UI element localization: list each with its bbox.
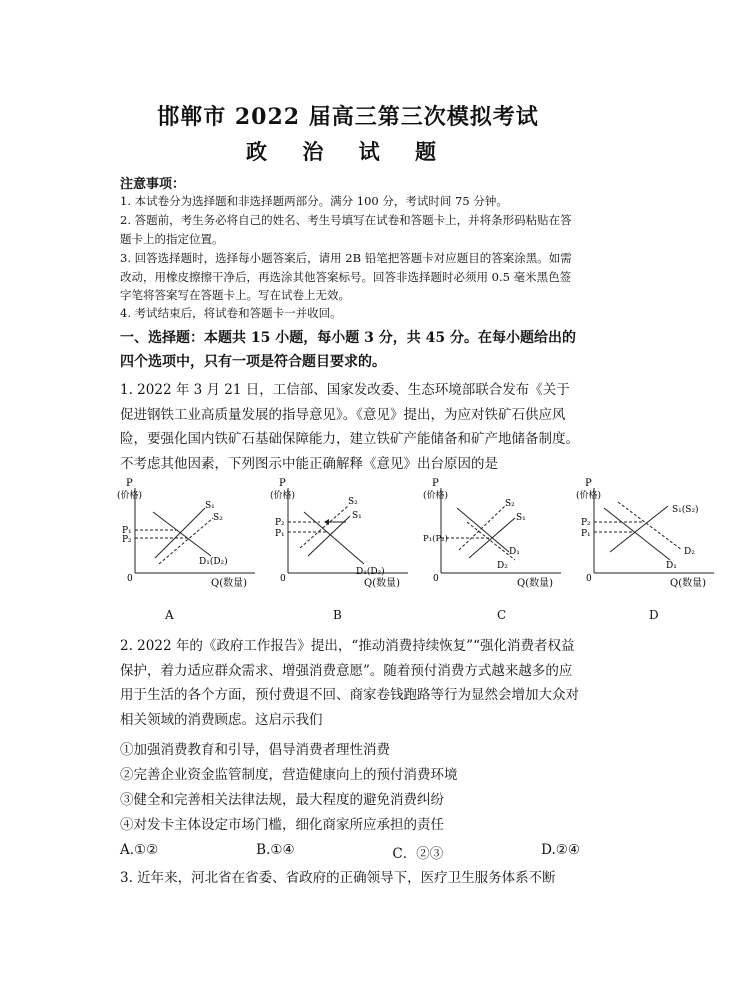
graph-b-origin: 0 <box>280 574 286 584</box>
graph-b <box>268 478 428 588</box>
graph-a-tick-1: P₁ <box>122 526 132 536</box>
graph-a <box>115 478 275 588</box>
notice-item-4: 4. 考试结束后，将试卷和答题卡一并收回。 <box>120 306 342 320</box>
graph-a-q-axis: Q(数量) <box>211 578 248 589</box>
graph-d-tick-2: P₁ <box>581 529 591 539</box>
graph-c-p-unit: (价格) <box>423 491 449 501</box>
notice-item-2: 2. 答题前，考生务必将自己的姓名、考生号填写在试卷和答题卡上，并将条形码粘贴在答题卡上的指定位置。 <box>120 213 572 246</box>
graph-c-curve-4: D₂ <box>497 561 508 571</box>
graph-d <box>574 478 707 589</box>
choice-c: C．②③ <box>392 846 444 862</box>
graph-d-curve-1: S₁(S₂) <box>672 505 699 515</box>
notice-item-1: 1. 本试卷分为选择题和非选择题两部分。满分 100 分，考试时间 75 分钟。 <box>120 194 508 208</box>
question-2-statement-1: ①加强消费教育和引导，倡导消费者理性消费 <box>120 742 390 758</box>
question-2-statement-4: ④对发卡主体设定市场门槛，细化商家所应承担的责任 <box>120 817 444 833</box>
graph-a-curve-3: D₁(D₂) <box>199 557 228 567</box>
graph-b-curve-2: S₁ <box>352 511 362 521</box>
graph-a-tick-2: P₂ <box>122 535 132 545</box>
graph-a-p-axis: P <box>126 478 133 489</box>
exam-subtitle: 政 治 试 题 <box>246 139 450 164</box>
choice-b: B.①④ <box>256 842 295 858</box>
graph-b-p-axis: P <box>279 478 286 489</box>
question-1-text: 1. 2022 年 3 月 21 日，工信部、国家发改委、生态环境部联合发布《关于促进钢铁工业高质量发展的指导意见》。《意见》提出，为应对铁矿石供应风险，要强化国内铁矿石基础保障能力，建立铁矿产能储备和矿产地储备制度。不考虑其他因素，下列图示中能正确解释《意见》出台原因的是 <box>120 382 579 472</box>
graph-a-label: A <box>165 608 174 622</box>
graph-d-q-axis: Q(数量) <box>670 578 707 589</box>
question-2-statement-3: ③健全和完善相关法律法规，最大程度的避免消费纠纷 <box>120 792 444 808</box>
question-3-text: 3. 近年来，河北省在省委、省政府的正确领导下，医疗卫生服务体系不断 <box>120 870 556 886</box>
graph-d-origin: 0 <box>586 574 592 584</box>
graph-c-curve-1: S₂ <box>505 499 515 509</box>
graph-d-label: D <box>649 608 659 622</box>
graph-a-curve-2: S₂ <box>213 513 223 523</box>
graph-b-q-axis: Q(数量) <box>364 578 401 589</box>
graph-b-curve-1: S₂ <box>348 497 358 507</box>
question-2-text: 2. 2022 年的《政府工作报告》提出，“推动消费持续恢复”“强化消费者权益保护，着力适应群众需求、增强消费意愿”。随着预付消费方式越来越多的应用于生活的各个方面，预付费退不回、商家卷钱跑路等行为显然会增加大众对相关领域的消费顾虑。这启示我们 <box>120 638 579 728</box>
graph-a-curve-1: S₁ <box>205 501 215 511</box>
graph-a-p-unit: (价格) <box>117 491 143 501</box>
graph-c-curve-2: S₁ <box>516 513 526 523</box>
graph-b-tick-1: P₂ <box>275 518 285 528</box>
graph-d-p-axis: P <box>585 478 592 489</box>
graph-d-curve-2: D₂ <box>684 547 695 557</box>
exam-title: 邯郸市 2022 届高三第三次模拟考试 <box>157 104 539 130</box>
graph-a-origin: 0 <box>127 574 133 584</box>
graph-b-curve-3: D₁(D₂) <box>356 567 385 577</box>
graph-c-origin: 0 <box>433 574 439 584</box>
graph-b-tick-2: P₁ <box>275 529 285 539</box>
graph-b-label: B <box>333 608 342 622</box>
choice-d: D.②④ <box>541 842 580 858</box>
graph-b-p-unit: (价格) <box>270 491 296 501</box>
graph-d-tick-1: P₂ <box>581 518 591 528</box>
graph-c-p-axis: P <box>432 478 439 489</box>
question-2-statement-2: ②完善企业资金监管制度，营造健康向上的预付消费环境 <box>120 767 458 783</box>
graph-c-curve-3: D₁ <box>509 547 520 557</box>
graph-d-p-unit: (价格) <box>576 491 602 501</box>
graph-c-tick-1: P₁(P₂) <box>423 534 448 544</box>
notice-heading: 注意事项： <box>120 177 186 192</box>
graph-c-label: C <box>497 608 507 622</box>
graph-d-curve-3: D₁ <box>666 561 677 571</box>
section-heading: 一、选择题：本题共 15 小题，每小题 3 分，共 45 分。在每小题给出的四个选项中，只有一项是符合题目要求的。 <box>120 330 576 370</box>
question-2-choices <box>120 842 580 862</box>
notice-item-3: 3. 回答选择题时，选择每小题答案后，请用 2B 铅笔把答题卡对应题目的答案涂黑。如需改动，用橡皮擦擦干净后，再选涂其他答案标号。回答非选择题时必须用 0.5 毫米黑色签字笔将答案写在答题卡上。写在试卷上无效。 <box>120 251 572 302</box>
choice-a: A.①② <box>120 842 159 858</box>
graph-c <box>421 478 581 588</box>
graph-c-q-axis: Q(数量) <box>517 578 554 589</box>
